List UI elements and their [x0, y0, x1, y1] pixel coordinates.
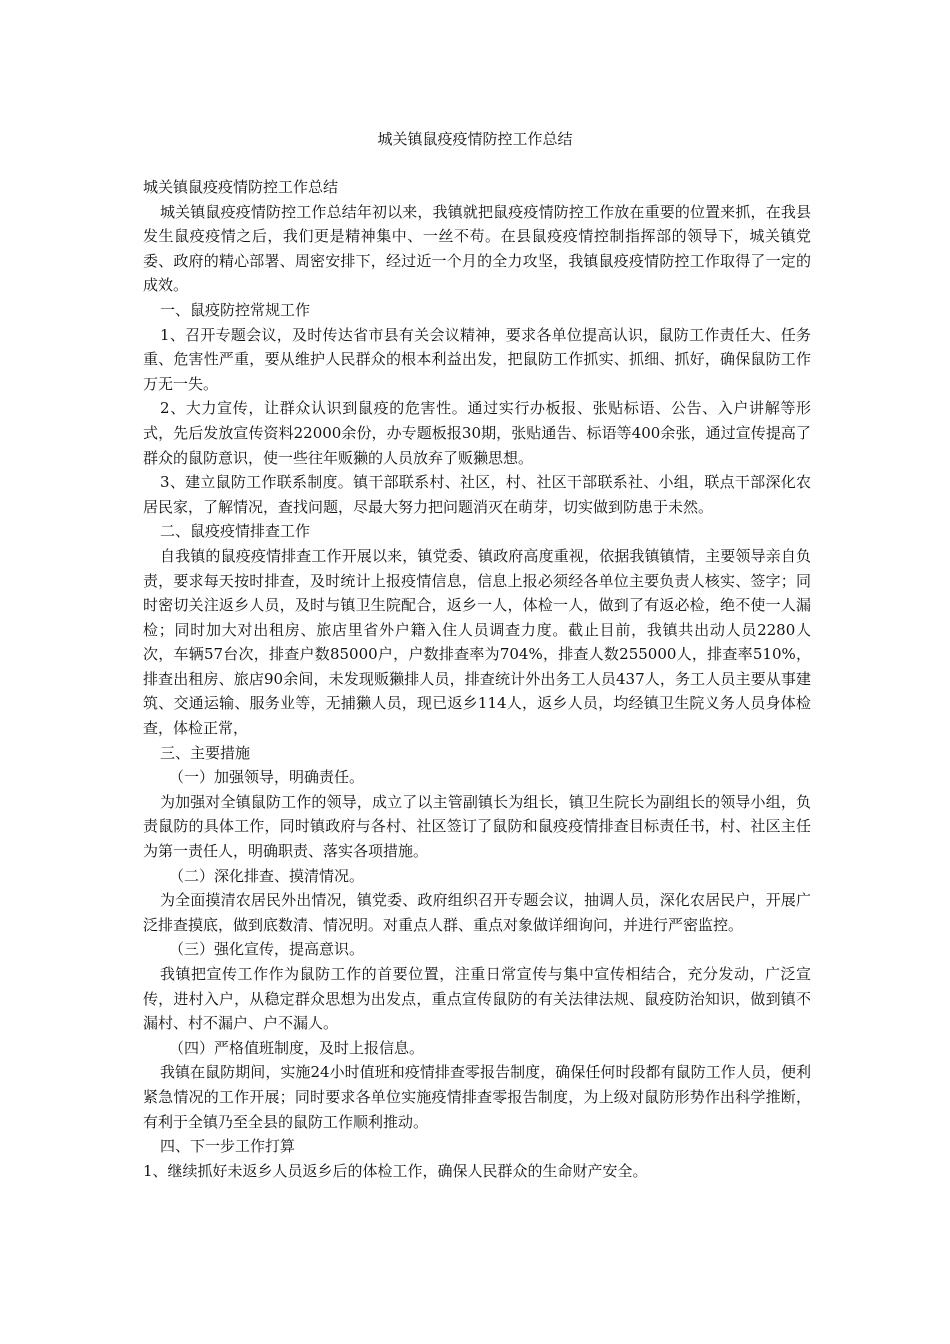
document-subtitle: 城关镇鼠疫疫情防控工作总结: [143, 178, 339, 196]
page-title: 城关镇鼠疫疫情防控工作总结: [377, 130, 573, 148]
list-item: 2、大力宣传，让群众认识到鼠疫的危害性。通过实行办板报、张贴标语、公告、入户讲解等形式，先后发放宣传资料22000余份，办专题板报30期，张贴通告、标语等400余张，通过宣传提高了群众的鼠防意识，使一些往年贩獭的人员放弃了贩獭思想。: [143, 399, 811, 467]
section-heading: 四、下一步工作打算: [160, 1137, 296, 1156]
list-item: 1、继续抓好未返乡人员返乡后的体检工作，确保人民群众的生命财产安全。: [143, 1161, 648, 1180]
section-heading: 一、鼠疫防控常规工作: [160, 300, 311, 319]
list-item: 3、建立鼠防工作联系制度。镇干部联系村、社区，村、社区干部联系社、小组，联点干部深化农居民家，了解情况，查找问题，尽最大努力把问题消灭在萌芽，切实做到防患于未然。: [143, 473, 811, 516]
body-paragraph: 为加强对全镇鼠防工作的领导，成立了以主管副镇长为组长，镇卫生院长为副组长的领导小组，负责鼠防的具体工作，同时镇政府与各村、社区签订了鼠防和鼠疫疫情排查目标责任书，村、社区主任为第一责任人，明确职责、落实各项措施。: [143, 792, 811, 861]
document-body: [143, 175, 811, 1183]
body-paragraph: 我镇把宣传工作作为鼠防工作的首要位置，注重日常宣传与集中宣传相结合，充分发动，广泛宣传，进村入户，从稳定群众思想为出发点，重点宣传鼠防的有关法律法规、鼠疫防治知识，做到镇不漏村、村不漏户、户不漏人。: [143, 965, 811, 1033]
body-paragraph: 自我镇的鼠疫疫情排查工作开展以来，镇党委、镇政府高度重视，依据我镇镇情，主要领导亲自负责，要求每天按时排查，及时统计上报疫情信息，信息上报必须经各单位主要负责人核实、签字；同时密切关注返乡人员，及时与镇卫生院配合，返乡一人，体检一人，做到了有返必检，绝不使一人漏检；同时加大对出租房、旅店里省外户籍入住人员调查力度。截止目前，我镇共出动人员2280人次，车辆57台次，排查户数85000户，户数排查率为704%，排查人数255000人，排查率510%，排查出租房、旅店90余间，未发现贩獭排人员，排查统计外出务工人员437人，务工人员主要从事建筑、交通运输、服务业等，无捕獭人员，现已返乡114人，返乡人员，均经镇卫生院义务人员身体检查，体检正常，: [143, 546, 811, 738]
section-heading: 三、主要措施: [160, 743, 251, 762]
body-paragraph: 为全面摸清农居民外出情况，镇党委、政府组织召开专题会议，抽调人员，深化农居民户，开展广泛排查摸底，做到底数清、情况明。对重点人群、重点对象做详细询问，并进行严密监控。: [143, 891, 811, 934]
subsection-heading: （四）严格值班制度，及时上报信息。: [169, 1038, 425, 1057]
section-heading: 二、鼠疫疫情排查工作: [160, 522, 311, 541]
subsection-heading: （二）深化排查、摸清情况。: [169, 866, 365, 885]
intro-paragraph: 城关镇鼠疫疫情防控工作总结年初以来，我镇就把鼠疫疫情防控工作放在重要的位置来抓，在我县发生鼠疫疫情之后，我们更是精神集中、一丝不苟。在县鼠疫疫情控制指挥部的领导下，城关镇党委、政府的精心部署、周密安排下，经过近一个月的全力攻坚，我镇鼠疫疫情防控工作取得了一定的成效。: [143, 202, 811, 295]
subsection-heading: （三）强化宣传，提高意识。: [169, 940, 365, 959]
body-paragraph: 我镇在鼠防期间，实施24小时值班和疫情排查零报告制度，确保任何时段都有鼠防工作人员，便利紧急情况的工作开展；同时要求各单位实施疫情排查零报告制度，为上级对鼠防形势作出科学推断，有利于全镇乃至全县的鼠防工作顺利推动。: [143, 1063, 811, 1131]
subsection-heading: （一）加强领导，明确责任。: [169, 768, 365, 787]
list-item: 1、召开专题会议，及时传达省市县有关会议精神，要求各单位提高认识，鼠防工作责任大、任务重、危害性严重，要从维护人民群众的根本利益出发，把鼠防工作抓实、抓细、抓好，确保鼠防工作万无一失。: [143, 325, 811, 393]
